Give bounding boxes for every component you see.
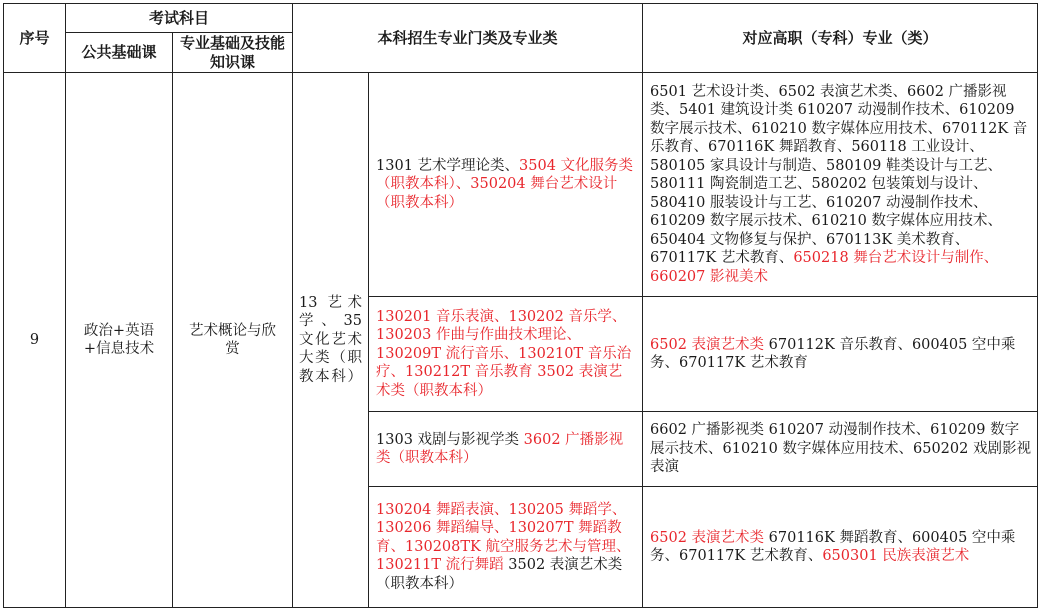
undergrad-majors-cell — [369, 412, 643, 487]
row-category: 13 艺术学、35 文化艺术大类（职教本科） — [293, 73, 369, 608]
text-segment: 130204 舞蹈表演、130205 舞蹈学、130206 舞蹈编导、130207T 舞蹈教育、130208TK 航空服务艺术与管理、130211T 流行舞蹈 — [376, 501, 631, 574]
header-public-basic: 公共基础课 — [66, 33, 173, 73]
text-segment: 6602 广播影视类 610207 动漫制作技术、610209 数字展示技术、610210 数字媒体应用技术、650202 戏剧影视表演 — [650, 422, 1031, 476]
admission-table — [3, 3, 1038, 608]
text-segment: 670116K 舞蹈教育、600405 空中乘务、670117K 艺术教育、 — [650, 529, 1016, 564]
vocational-majors-cell — [643, 412, 1038, 487]
text-segment: 1301 艺术学理论类、 — [376, 157, 520, 174]
text-segment: 3602 广播影视类（职教本科） — [376, 431, 624, 466]
header-seq: 序号 — [4, 4, 66, 73]
text-segment: 650218 舞台艺术设计与制作、660207 影视美术 — [650, 250, 999, 285]
undergrad-majors-cell — [369, 73, 643, 297]
text-segment: 6502 表演艺术类 — [650, 336, 769, 353]
undergrad-majors-cell — [369, 297, 643, 412]
text-segment: 6502 表演艺术类 — [650, 529, 769, 546]
row-professional-basic: 艺术概论与欣赏 — [173, 73, 293, 608]
undergrad-majors-cell — [369, 487, 643, 608]
text-segment: 6501 艺术设计类、6502 表演艺术类、6602 广播影视类、5401 建筑设计类 610207 动漫制作技术、610209 数字展示技术、610210 数字媒体应用技术、670112K 音乐教育、670116K 舞蹈教育、560118 工业设计、580105 家具设计与制造、580109 鞋类设计与工艺、580111 陶瓷制造工艺、580202 包装策划与设计、580410 服装设计与工艺、610207 动漫制作技术、610209 数字展示技术、610210 数字媒体应用技术、650404 文物修复与保护、670113K 美术教育、670117K 艺术教育、 — [650, 83, 1028, 267]
vocational-majors-cell — [643, 73, 1038, 297]
header-vocational-majors: 对应高职（专科）专业（类） — [643, 4, 1038, 73]
text-segment: 3504 文化服务类（职教本科）、350204 舞台艺术设计（职教本科） — [376, 157, 634, 211]
text-segment: 130201 音乐表演、130202 音乐学、130203 作曲与作曲技术理论、130209T 流行音乐、130210T 音乐治疗、130212T 音乐教育 3502 表演艺术类（职教本科） — [376, 308, 632, 399]
row-seq: 9 — [4, 73, 66, 608]
vocational-majors-cell — [643, 297, 1038, 412]
text-segment: 3502 表演艺术类（职教本科） — [376, 557, 623, 592]
text-segment: 1303 戏剧与影视学类 — [376, 431, 524, 448]
header-professional-basic: 专业基础及技能知识课 — [173, 33, 293, 73]
text-segment: 670112K 音乐教育、600405 空中乘务、670117K 艺术教育 — [650, 336, 1016, 371]
text-segment: 650301 民族表演艺术 — [822, 548, 970, 564]
header-undergrad-majors: 本科招生专业门类及专业类 — [293, 4, 643, 73]
header-exam-subjects: 考试科目 — [66, 4, 293, 33]
vocational-majors-cell — [643, 487, 1038, 608]
row-public-basic: 政治+英语+信息技术 — [66, 73, 173, 608]
